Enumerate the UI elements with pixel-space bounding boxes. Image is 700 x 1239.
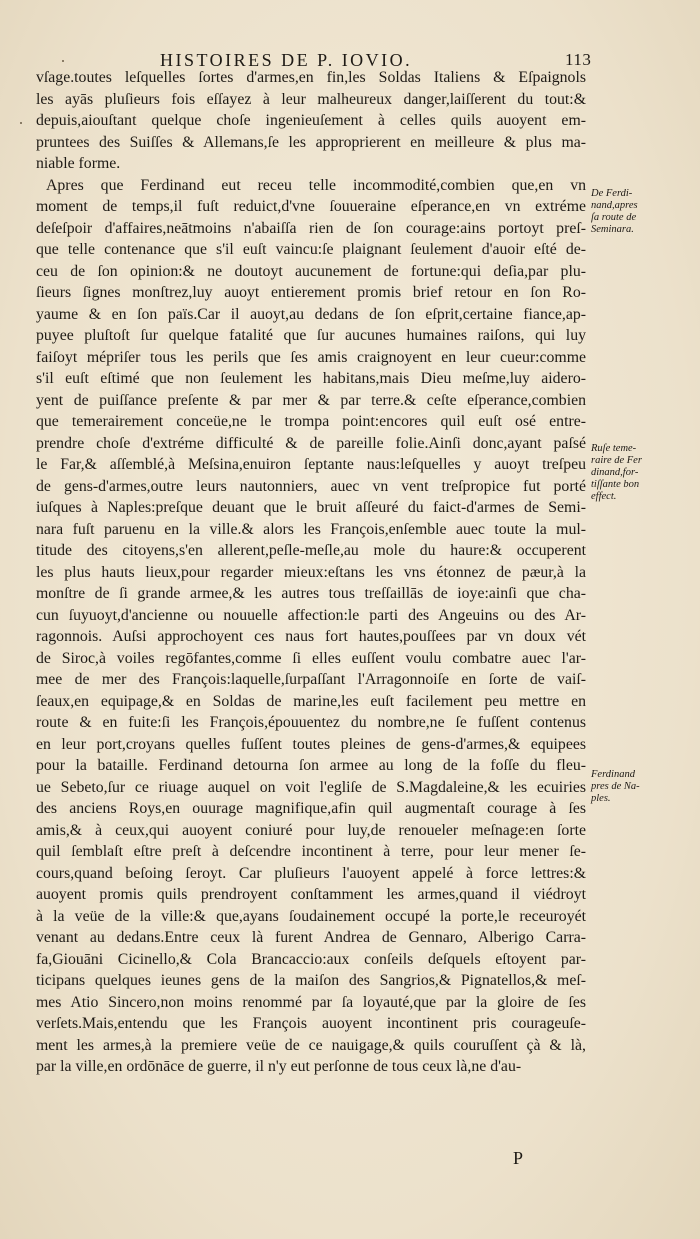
text-line: nara fuſt paruenu en la ville.& alors les François,enſemble auec toute la mul- — [36, 520, 586, 538]
marginal-line: pres de Na- — [591, 781, 640, 792]
text-line: ſieurs ſignes monſtrez,luy auoyt entierement promis brief retour en ſon Ro- — [36, 284, 586, 301]
text-line: le Far,& aſſemblé,à Meſsina,enuiron ſeptante naus:leſquelles y auoyt treſpeu — [36, 456, 586, 473]
text-line: prendre choſe d'extréme difficulté & de pareille folie.Ainſi donc,ayant paſsé — [36, 434, 586, 452]
text-line: ragonnois. Auſsi approchoyent ces naus fort hautes,pouſſees par vn doux vét — [36, 628, 586, 645]
text-line: à la veüe de la ville:& que,ayans ſoudainement occupé la porte,le receuroyét — [36, 907, 586, 925]
text-line: deſeſpoir d'affaires,neātmoins n'abaiſſa rien de ſon courage:ains portoyt preſ- — [36, 219, 586, 237]
text-line: auoyent promis quils prendroyent conſtamment les armes,quand il viédroyt — [36, 886, 586, 903]
marginal-line: Ruſe teme- — [591, 443, 637, 454]
text-line: que temerairement conceüe,ne le trompa point:encores quil euſt osé entre- — [36, 413, 586, 430]
page-number: 113 — [565, 50, 592, 69]
running-title: HISTOIRES DE P. IOVIO. — [160, 50, 413, 70]
print-speck — [20, 122, 22, 124]
marginal-line: tiſſante bon — [591, 479, 640, 490]
text-line: ment les armes,à la premiere veüe de ce nauigage,& quils couruſſent çà & là, — [36, 1036, 586, 1054]
text-line: ue Sebeto,ſur ce riuage auquel on voit l'egliſe de S.Magdaleine,& les ecuiries — [36, 778, 586, 796]
text-line: Apres que Ferdinand eut receu telle incommodité,combien que,en vn — [46, 176, 586, 194]
marginal-note-ferdinand-near-naples — [591, 769, 687, 805]
text-line: verſets.Mais,entendu que les François auoyent incontinent pris courageuſe- — [36, 1015, 586, 1032]
text-line: les plus hauts lieux,pour regarder mieux:eſtans les vns étonnez de pæur,à la — [36, 563, 586, 581]
text-line: iuſques à Naples:preſque deuant que le bruit aſſeuré du faict-d'armes de Semi- — [36, 499, 586, 516]
marginal-line: De Ferdi- — [591, 188, 633, 199]
print-speck — [62, 60, 64, 62]
text-line: ceu de ſon opinion:& ne doutoyt aucunement de fortune:qui deſia,par plu- — [36, 262, 586, 280]
text-line: faiſoyt mépriſer tous les perils que ſes amis craignoyent en leur cueur:comme — [36, 348, 586, 366]
text-line: monſtre de ſi grande armee,& les autres tous treſſaillās de ioye:ainſi que cha- — [36, 585, 586, 602]
signature-mark: P — [513, 1148, 524, 1168]
text-line: moment de temps,il fuſt reduict,d'vne ſouueraine eſperance,en vn extréme — [36, 198, 586, 215]
text-line: pruntees des Suiſſes & Allemans,ſe les approprierent en meilleure & plus ma- — [36, 133, 586, 151]
text-line: des anciens Roys,en ouurage magnifique,afin quil augmentaſt courage à ſes — [36, 800, 586, 817]
marginal-line: dinand,for- — [591, 467, 639, 478]
text-line: cours,quand beſoing ſeroyt. Car pluſieurs l'auoyent appelé à force lettres:& — [36, 864, 586, 882]
text-line: mes Atio Sincero,non moins renommé par ſa loyauté,que par la gloire de ſes — [36, 993, 586, 1011]
text-line: venant au dedans.Entre ceux là furent Andrea de Gennaro, Alberigo Carra- — [36, 929, 586, 946]
text-line: par la ville,en ordōnāce de guerre, il n'y eut perſonne de tous ceux là,ne d'au- — [36, 1058, 522, 1075]
text-line: amis,& à ceux,qui auoyent coniuré pour luy,de renoueler meſnage:en ſorte — [36, 821, 586, 839]
body-text — [36, 67, 586, 1078]
text-line: titude des citoyens,s'en allerent,peſle-meſle,au mole du haure:& occuperent — [36, 542, 586, 559]
marginal-line: raire de Fer — [591, 455, 642, 466]
marginal-note-ferdinand-after-rout — [591, 188, 687, 236]
text-line: ticipans quelques ieunes gens de la maiſon des Sangrios,& Pignatellos,& meſ- — [36, 972, 586, 989]
marginal-note-ferdinand-ruse — [591, 443, 687, 503]
text-line: quil ſemblaſt eſtre preſt à deſcendre incontinent à terre, pour leur mener ſe- — [36, 843, 586, 860]
text-line: fa,Giouāni Cicinello,& Cola Brancaccio:aux conſeils deſquels eſtoyent par- — [36, 950, 586, 968]
marginal-line: Ferdinand — [591, 769, 635, 780]
text-line: yent de puiſſance preſente & par mer & par terre.& ceſte eſperance,combien — [36, 391, 586, 409]
text-line: yaume & en ſon païs.Car il auoyt,au dedans de ſon eſprit,certaine fiance,ap- — [36, 305, 586, 323]
marginal-line: ſa route de — [591, 212, 637, 223]
marginal-line: nand,apres — [591, 200, 638, 211]
text-line: route & en fuite:ſi les François,épouuentez du nombre,ne ſe fuſſent contenus — [36, 714, 586, 731]
text-line: puyee pluſtoſt ſur quelque fatalité que ſur aucunes humaines raiſons, qui luy — [36, 327, 586, 344]
text-line: les ayās pluſieurs fois eſſayez à leur malheureux danger,laiſſerent du tout:& — [36, 90, 586, 108]
text-line: niable forme. — [36, 155, 121, 172]
text-line: de Siroc,à voiles regōfantes,comme ſi elles euſſent voulu combatre auec l'ar- — [36, 649, 586, 667]
marginal-line: ples. — [591, 793, 611, 804]
text-line: ſeaux,en equipage,& en Soldas de marine,les euſt facilement peu mettre en — [36, 692, 586, 710]
text-line: en leur port,croyans quelles fuſſent toutes pleines de gens-d'armes,& equipees — [36, 735, 586, 753]
text-line: de gens-d'armes,outre leurs nautonniers, auec vn vent treſpropice fut porté — [36, 477, 586, 495]
text-line: que telle contenance que s'il euſt vaincu:ſe plaignant ſeulement d'auoir eſté de- — [36, 241, 586, 258]
text-line: mee de mer des François:laquelle,ſurpaſſant l'Arragonnoiſe en ſorte de vaiſ- — [36, 671, 586, 688]
marginal-line: effect. — [591, 491, 617, 502]
marginal-line: Seminara. — [591, 224, 634, 235]
text-line: pour la bataille. Ferdinand detourna ſon armee au long de la foſſe du fleu- — [36, 757, 586, 774]
text-line: cun ſuyuoyt,d'ancienne ou nouuelle affection:le parti des Angeuins ou des Ar- — [36, 606, 586, 624]
text-line: depuis,aiouſtant quelque choſe ingenieuſement à celles quils auoyent em- — [36, 112, 586, 129]
text-line: s'il euſt eſtimé que non ſeulement les habitans,mais Dieu meſme,luy aidero- — [36, 370, 586, 387]
text-line: vſage.toutes leſquelles ſortes d'armes,en fin,les Soldas Italiens & Eſpaignols — [36, 69, 586, 86]
